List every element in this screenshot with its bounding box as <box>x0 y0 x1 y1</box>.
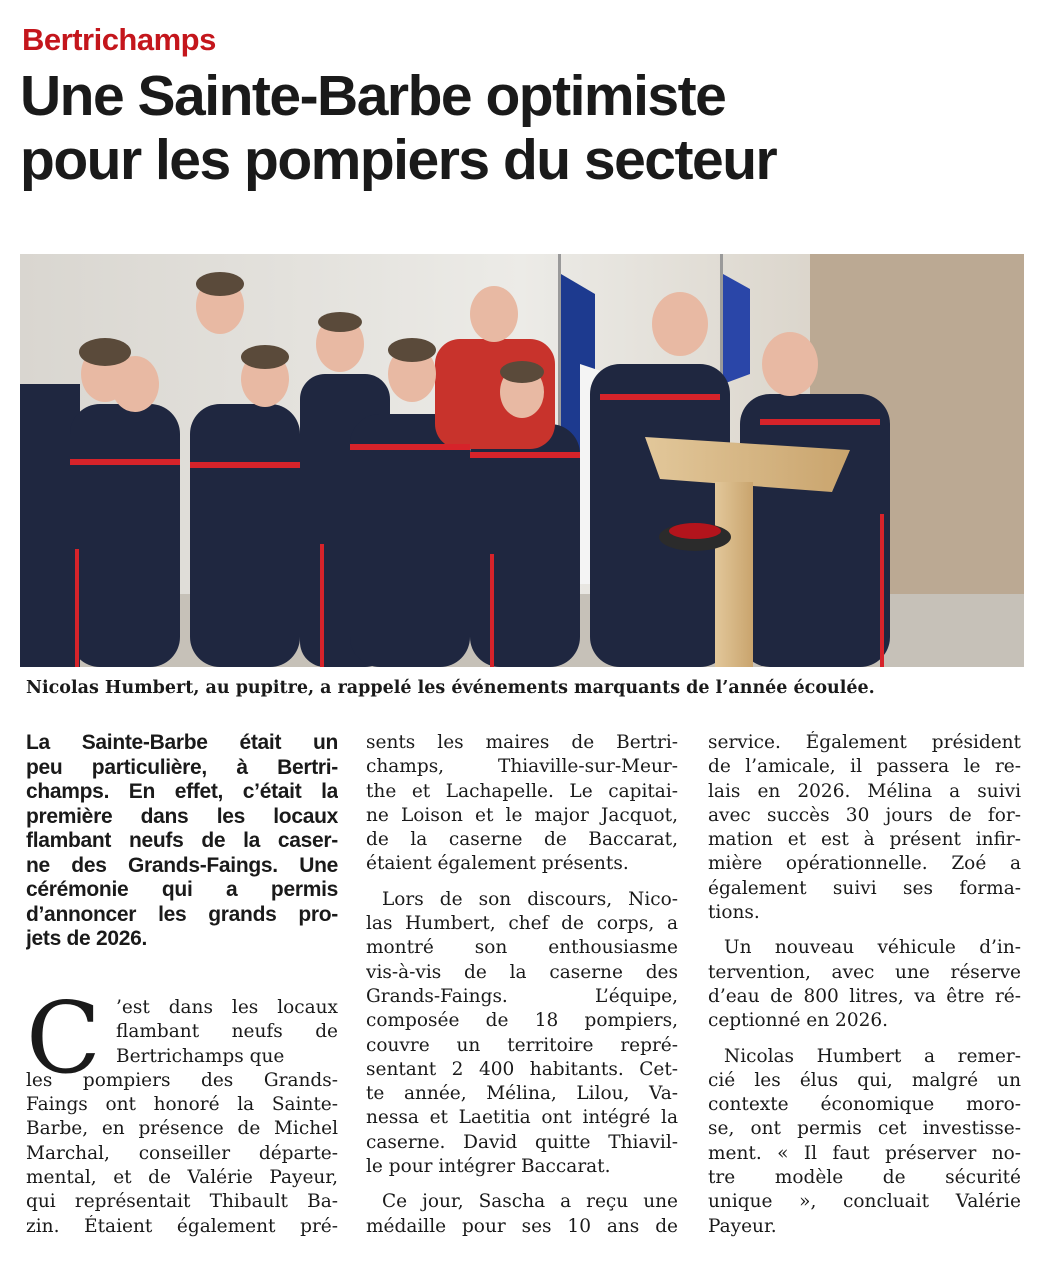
text-line: sentant 2 400 habitants. Cet- <box>366 1058 678 1080</box>
text-line: Bertrichamps que <box>116 1045 285 1067</box>
text-line: mental, et de Valérie Payeur, <box>26 1167 338 1189</box>
photo-caption: Nicolas Humbert, au pupitre, a rappelé les événements marquants de l’année écoulée. <box>26 678 875 698</box>
text-line: tions. <box>708 902 760 924</box>
text-line: Nicolas Humbert a remer- <box>724 1045 1021 1067</box>
headline <box>20 64 1020 192</box>
text-line: Payeur. <box>708 1215 777 1237</box>
text-line: de l’amicale, il passera le re- <box>708 756 1021 778</box>
text-line: cérémonie qui a permis <box>26 878 338 901</box>
text-line: caserne. David quitte Thiavil- <box>366 1131 678 1153</box>
headline-line: pour les pompiers du secteur <box>20 128 777 192</box>
text-line: montré son enthousiasme <box>366 937 678 959</box>
text-line: peu particulière, à Bertri- <box>26 755 338 779</box>
text-line: avec succès 30 jours de for- <box>708 804 1021 826</box>
text-line: première dans les locaux <box>26 804 338 828</box>
text-line: Ce jour, Sascha a reçu une <box>382 1191 678 1213</box>
text-line: le pour intégrer Baccarat. <box>366 1156 611 1178</box>
text-line: cié les élus qui, malgré un <box>708 1069 1021 1091</box>
text-line: qui représentait Thibault Ba- <box>26 1191 338 1213</box>
text-line: également suivi ses forma- <box>708 877 1021 899</box>
text-line: les pompiers des Grands- <box>26 1069 338 1091</box>
text-line: las Humbert, chef de corps, a <box>366 913 678 935</box>
text-line: Grands-Faings. L’équipe, <box>366 985 678 1007</box>
section-kicker: Bertrichamps <box>22 22 216 57</box>
text-line: champs, Thiaville-sur-Meur- <box>366 756 678 778</box>
text-line: ne des Grands-Faings. Une <box>26 853 338 877</box>
text-line: ment. « Il faut préserver no- <box>708 1142 1021 1164</box>
text-line: the et Lachapelle. Le capitai- <box>366 780 678 802</box>
lead-paragraph <box>26 731 338 952</box>
text-line: ceptionné en 2026. <box>708 1010 889 1032</box>
text-line: Marchal, conseiller départe- <box>26 1142 338 1164</box>
text-line: zin. Étaient également pré- <box>26 1215 338 1237</box>
text-line: de la caserne de Baccarat, <box>366 829 678 851</box>
text-line: La Sainte-Barbe était un <box>26 731 338 754</box>
text-line: mation et est à présent infir- <box>708 829 1021 851</box>
text-line: tervention, avec une réserve <box>708 961 1021 983</box>
text-line: Lors de son discours, Nico- <box>382 888 678 910</box>
text-line: d’eau de 800 litres, va être ré- <box>708 985 1021 1007</box>
text-line: tre modèle de sécurité <box>708 1167 1021 1189</box>
text-line: service. Également président <box>708 732 1021 753</box>
text-line: ne Loison et le major Jacquot, <box>366 804 678 826</box>
text-line: lais en 2026. Mélina a suivi <box>708 780 1021 802</box>
text-line: flambant neufs de la caser- <box>26 829 338 852</box>
text-line: ’est dans les locaux <box>116 997 338 1018</box>
text-line: contexte économique moro- <box>708 1094 1021 1116</box>
text-line: Barbe, en présence de Michel <box>26 1118 338 1140</box>
text-line: te année, Mélina, Lilou, Va- <box>366 1083 678 1105</box>
text-line: composée de 18 pompiers, <box>366 1010 678 1032</box>
text-line: médaille pour ses 10 ans de <box>366 1215 678 1237</box>
text-line: Faings ont honoré la Sainte- <box>26 1094 338 1116</box>
text-line: étaient également présents. <box>366 853 629 875</box>
article-photo <box>20 254 1024 667</box>
text-line: flambant neufs de <box>116 1021 338 1043</box>
body-column-2 <box>366 731 678 1239</box>
text-line: Un nouveau véhicule d’in- <box>724 937 1021 959</box>
text-line: champs. En effet, c’était la <box>26 780 338 803</box>
text-line: jets de 2026. <box>26 927 148 950</box>
text-line: unique », concluait Valérie <box>708 1191 1021 1213</box>
body-column-3 <box>708 731 1021 1239</box>
text-line: couvre un territoire repré- <box>366 1034 678 1056</box>
text-line: sents les maires de Bertri- <box>366 732 678 753</box>
text-line: se, ont permis cet investisse- <box>708 1118 1021 1140</box>
text-line: mière opérationnelle. Zoé a <box>708 853 1021 875</box>
drop-cap: C <box>26 982 101 1096</box>
headline-line: Une Sainte-Barbe optimiste <box>20 64 726 128</box>
text-line: nessa et Laetitia ont intégré la <box>366 1107 678 1129</box>
text-line: vis-à-vis de la caserne des <box>366 961 678 983</box>
text-line: d’annoncer les grands pro- <box>26 902 338 926</box>
